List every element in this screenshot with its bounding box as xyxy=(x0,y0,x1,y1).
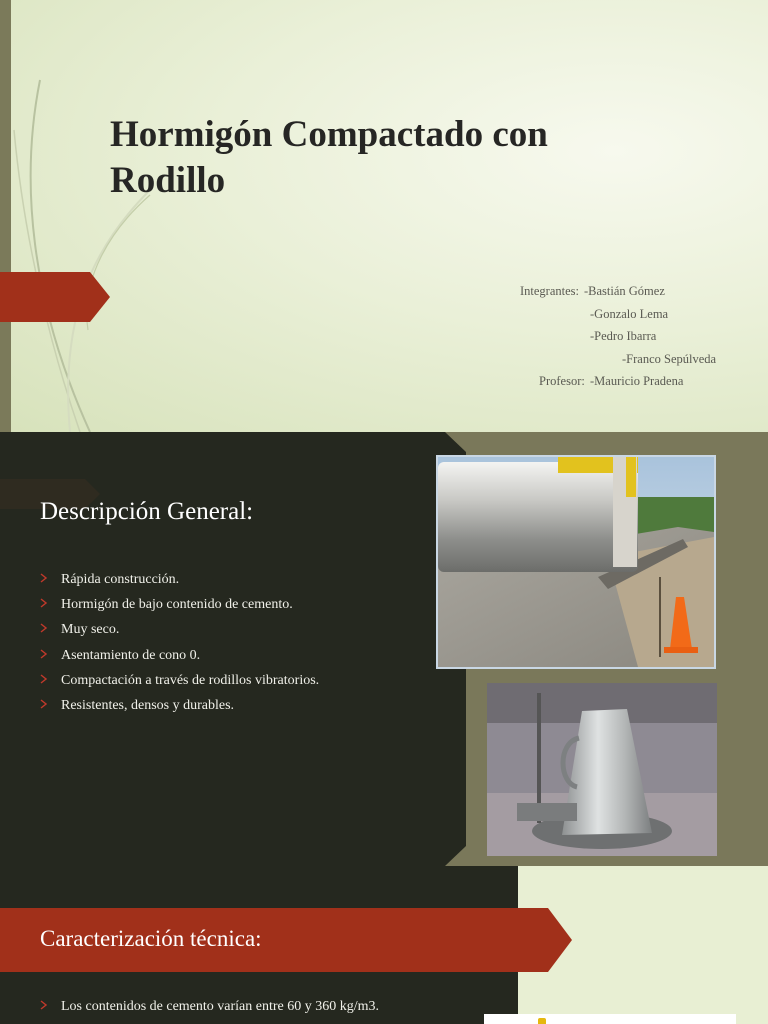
member-name: -Gonzalo Lema xyxy=(590,306,669,321)
bullet-icon xyxy=(40,598,47,608)
decorative-swoosh xyxy=(0,0,160,432)
credits-block xyxy=(500,280,760,393)
credits-line xyxy=(500,325,760,348)
member-name: -Pedro Ibarra xyxy=(590,329,657,343)
list-item-text: Hormigón de bajo contenido de cemento. xyxy=(61,597,293,613)
list-item-text: Los contenidos de cemento varían entre 60 y 360 kg/m3. xyxy=(61,999,380,1014)
list-item xyxy=(40,620,319,645)
integrantes-label: Integrantes: xyxy=(520,284,580,298)
list-item-text: Rápida construcción. xyxy=(61,572,180,587)
technical-slide xyxy=(0,866,768,1024)
profesor-label: Profesor: xyxy=(539,374,585,388)
partial-image xyxy=(484,1014,736,1024)
red-tab-arrow xyxy=(0,272,110,322)
profesor-name: -Mauricio Pradena xyxy=(590,374,684,388)
roller-compactor-photo xyxy=(436,455,716,669)
bullet-icon xyxy=(40,674,47,684)
member-name: -Franco Sepúlveda xyxy=(622,351,717,366)
credits-line xyxy=(500,370,760,393)
list-item xyxy=(40,646,319,671)
list-item-text: Muy seco. xyxy=(61,622,120,638)
credits-line xyxy=(500,303,760,326)
bullet-list xyxy=(40,570,319,721)
list-item-text: Asentamiento de cono 0. xyxy=(61,647,201,663)
section-heading: Caracterización técnica: xyxy=(40,926,262,951)
member-name: -Bastián Gómez xyxy=(584,284,665,298)
bullet-icon xyxy=(40,649,47,659)
bullet-icon xyxy=(40,623,47,633)
list-item xyxy=(40,997,379,1022)
partial-image-mark xyxy=(538,1018,546,1024)
bullet-icon xyxy=(40,699,47,709)
list-item xyxy=(40,671,319,696)
bullet-icon xyxy=(40,1000,47,1010)
slump-cone-photo xyxy=(487,683,717,856)
bullet-icon xyxy=(40,573,47,583)
list-item-text: Resistentes, densos y durables. xyxy=(61,697,235,713)
bullet-list xyxy=(40,997,379,1022)
list-item-text: Compactación a través de rodillos vibratorios. xyxy=(61,672,320,688)
credits-line xyxy=(500,348,760,371)
credits-line xyxy=(500,280,760,303)
list-item xyxy=(40,696,319,721)
list-item xyxy=(40,595,319,620)
list-item xyxy=(40,570,319,595)
title-slide xyxy=(0,0,768,432)
presentation-title: Hormigón Compactado con Rodillo xyxy=(110,114,548,201)
description-slide xyxy=(0,432,768,866)
section-heading: Descripción General: xyxy=(40,498,254,525)
